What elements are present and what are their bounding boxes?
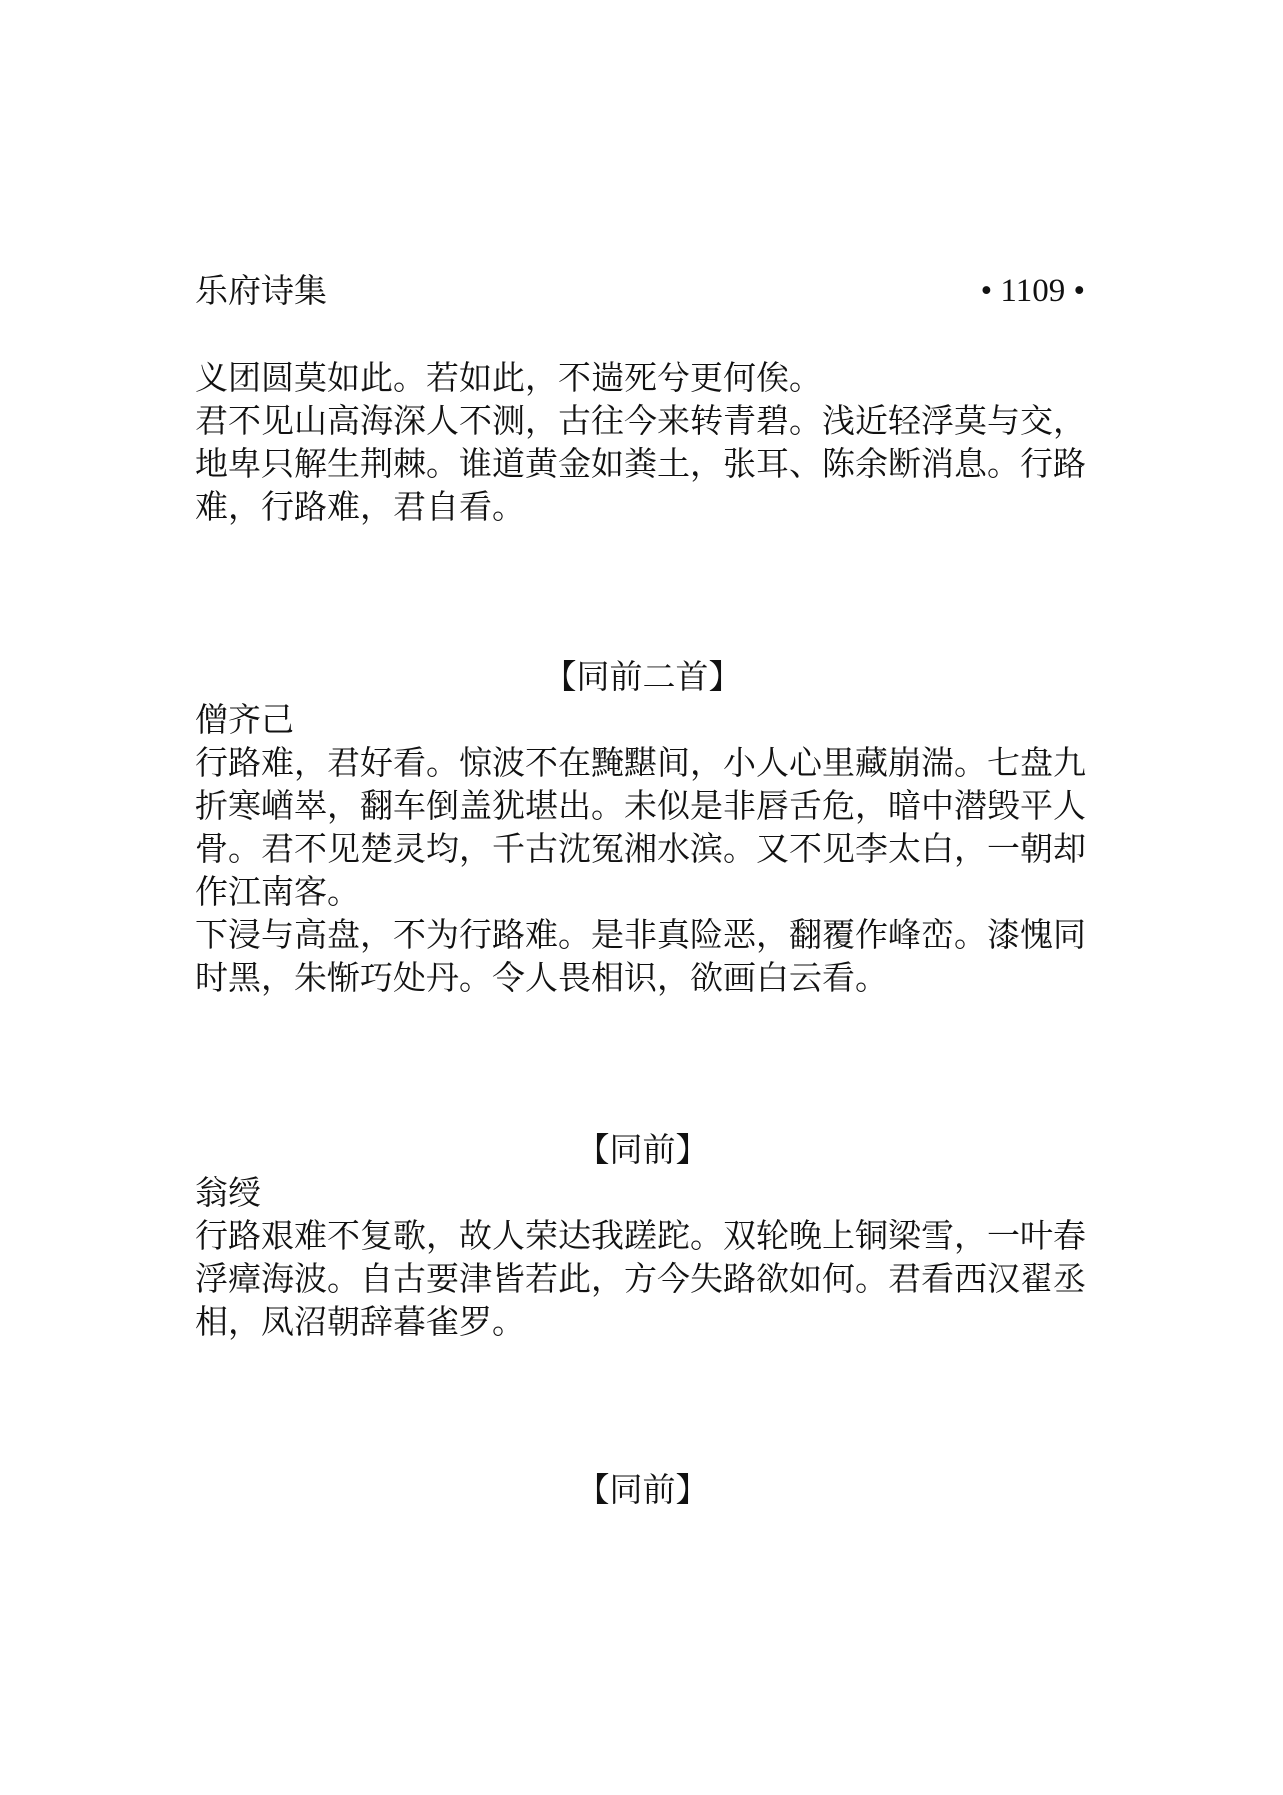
poem-section (195, 698, 1090, 999)
book-title: 乐府诗集 (195, 271, 327, 310)
author-name: 翁绶 (195, 1173, 261, 1212)
section-title: 【同前】 (576, 1470, 709, 1509)
paragraph: 行路艰难不复歌，故人荣达我蹉跎。双轮晚上铜梁雪，一叶春浮瘴海波。自古要津皆若此，方今失路欲如何。君看西汉翟丞相，凤沼朝辞暮雀罗。 (195, 1216, 1086, 1341)
paragraph: 义团圆莫如此。若如此，不遄死兮更何俟。 (195, 358, 822, 397)
section-title: 【同前二首】 (543, 657, 742, 696)
section-title: 【同前】 (576, 1130, 709, 1169)
continuation-text (195, 356, 1090, 528)
paragraph: 下浸与高盘，不为行路难。是非真险恶，翻覆作峰峦。漆愧同时黑，朱惭巧处丹。令人畏相识，欲画白云看。 (195, 915, 1086, 997)
author-name: 僧齐己 (195, 700, 294, 739)
poem-section (195, 1171, 1090, 1343)
paragraph: 君不见山高海深人不测，古往今来转青碧。浅近轻浮莫与交，地卑只解生荆棘。谁道黄金如粪土，张耳、陈余断消息。行路难，行路难，君自看。 (195, 401, 1086, 526)
page-number: • 1109 • (980, 273, 1085, 309)
running-header (195, 266, 1085, 316)
paragraph: 行路难，君好看。惊波不在黤黮间，小人心里藏崩湍。七盘九折寒崷崒，翻车倒盖犹堪出。未似是非唇舌危，暗中潜毁平人骨。君不见楚灵均，千古沈冤湘水滨。又不见李太白，一朝却作江南客。 (195, 743, 1086, 911)
